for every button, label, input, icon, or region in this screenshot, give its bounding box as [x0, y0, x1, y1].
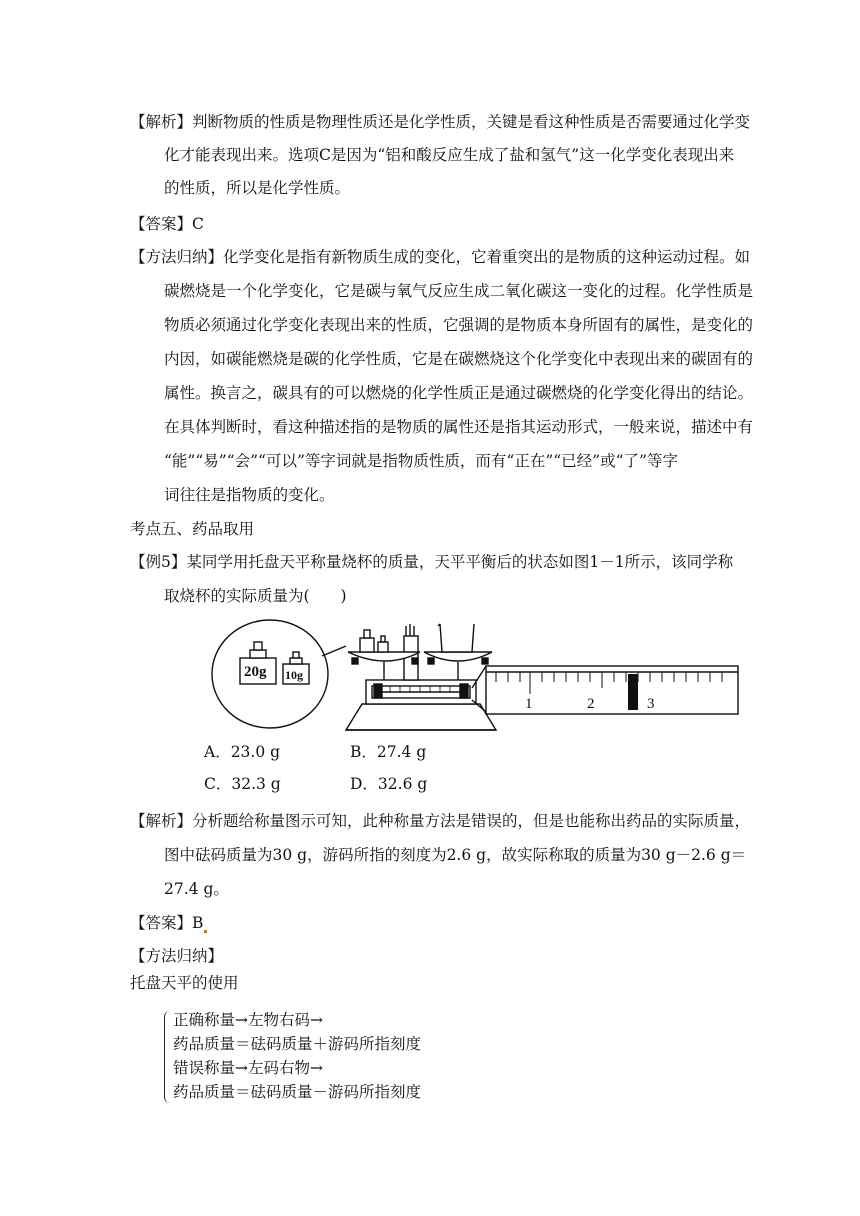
analysis-line-3: 的性质，所以是化学性质。	[164, 179, 351, 197]
example-label: 【例5】	[130, 553, 187, 571]
scale-label-3: 3	[647, 696, 655, 712]
method-label-2: 【方法归纳】	[130, 947, 224, 965]
answer-value: B	[192, 914, 204, 932]
method-line: 词往往是指物质的变化。	[164, 486, 335, 504]
analysis-text: 分析题给称量图示可知，此种称量方法是错误的，但是也能称出药品的实际质量，	[192, 812, 751, 830]
method-line: “能”“易”“会”“可以”等字词就是指物质性质，而有“正在”“已经”或“了”等字	[164, 452, 678, 470]
answer-label: 【答案】	[130, 914, 193, 932]
answer-value: C	[192, 215, 204, 233]
analysis-label: 【解析】	[130, 812, 193, 830]
scale-label-2: 2	[587, 696, 595, 712]
analysis-text: 判断物质的性质是物理性质还是化学性质，关键是看这种性质是否需要通过化学变	[192, 113, 751, 131]
method-label: 【方法归纳】	[130, 248, 224, 266]
analysis-paragraph-2	[130, 811, 750, 831]
option-d: D．32.6 g	[350, 775, 428, 793]
method-line: 内因，如碳能燃烧是碳的化学性质，它是在碳燃烧这个化学变化中表现出来的碳固有的	[164, 350, 754, 368]
method-text: 化学变化是指有新物质生成的变化，它着重突出的是物质的这种运动过程。如	[223, 248, 751, 266]
option-a: A．23.0 g	[204, 743, 281, 761]
option-b: B．27.4 g	[350, 743, 427, 761]
analysis-line-2: 化才能表现出来。选项C是因为“铝和酸反应生成了盐和氢气”这一化学变化表现出来	[164, 146, 735, 164]
answer-2	[130, 913, 207, 933]
method-line: 属性。换言之，碳具有的可以燃烧的化学性质正是通过碳燃烧的化学变化得出的结论。	[164, 384, 754, 402]
example-text: 某同学用托盘天平称量烧杯的质量，天平平衡后的状态如图1－1所示，该同学称	[186, 553, 734, 571]
method-paragraph-1	[130, 247, 750, 267]
rider-marker	[628, 674, 638, 710]
brace	[164, 1011, 173, 1103]
beaker	[440, 624, 474, 652]
section-title: 考点五、药品取用	[130, 520, 255, 538]
option-c: C．32.3 g	[204, 775, 281, 793]
answer-1	[130, 214, 204, 234]
analysis-line-2: 图中砝码质量为30 g，游码所指的刻度为2.6 g，故实际称取的质量为30 g－2.6 g＝	[164, 846, 747, 864]
balance-figure	[210, 618, 742, 732]
summary-line: 药品质量＝砝码质量－游码所指刻度	[173, 1083, 422, 1101]
example-5	[130, 552, 733, 572]
scale-label-1: 1	[525, 696, 533, 712]
balance-base	[346, 704, 496, 730]
summary-line: 正确称量→左物右码→	[173, 1011, 323, 1029]
weight-label-20g: 20g	[244, 664, 267, 680]
edit-mark	[204, 930, 207, 933]
method-line: 在具体判断时，看这种描述指的是物质的属性还是指其运动形式，一般来说，描述中有	[164, 418, 754, 436]
rider-scale-zoom	[486, 666, 738, 714]
example-line-2: 取烧杯的实际质量为( )	[164, 587, 347, 605]
analysis-line-3: 27.4 g。	[164, 880, 229, 898]
weight-label-10g: 10g	[285, 668, 303, 682]
subtitle: 托盘天平的使用	[130, 974, 239, 992]
summary-line: 错误称量→左码右物→	[173, 1059, 323, 1077]
answer-label: 【答案】	[130, 215, 193, 233]
method-line: 物质必须通过化学变化表现出来的性质，它强调的是物质本身所固有的属性，是变化的	[164, 316, 754, 334]
summary-line: 药品质量＝砝码质量＋游码所指刻度	[173, 1035, 422, 1053]
analysis-label: 【解析】	[130, 113, 193, 131]
method-line: 碳燃烧是一个化学变化，它是碳与氧气反应生成二氧化碳这一变化的过程。化学性质是	[164, 282, 754, 300]
analysis-paragraph-1	[130, 112, 750, 132]
